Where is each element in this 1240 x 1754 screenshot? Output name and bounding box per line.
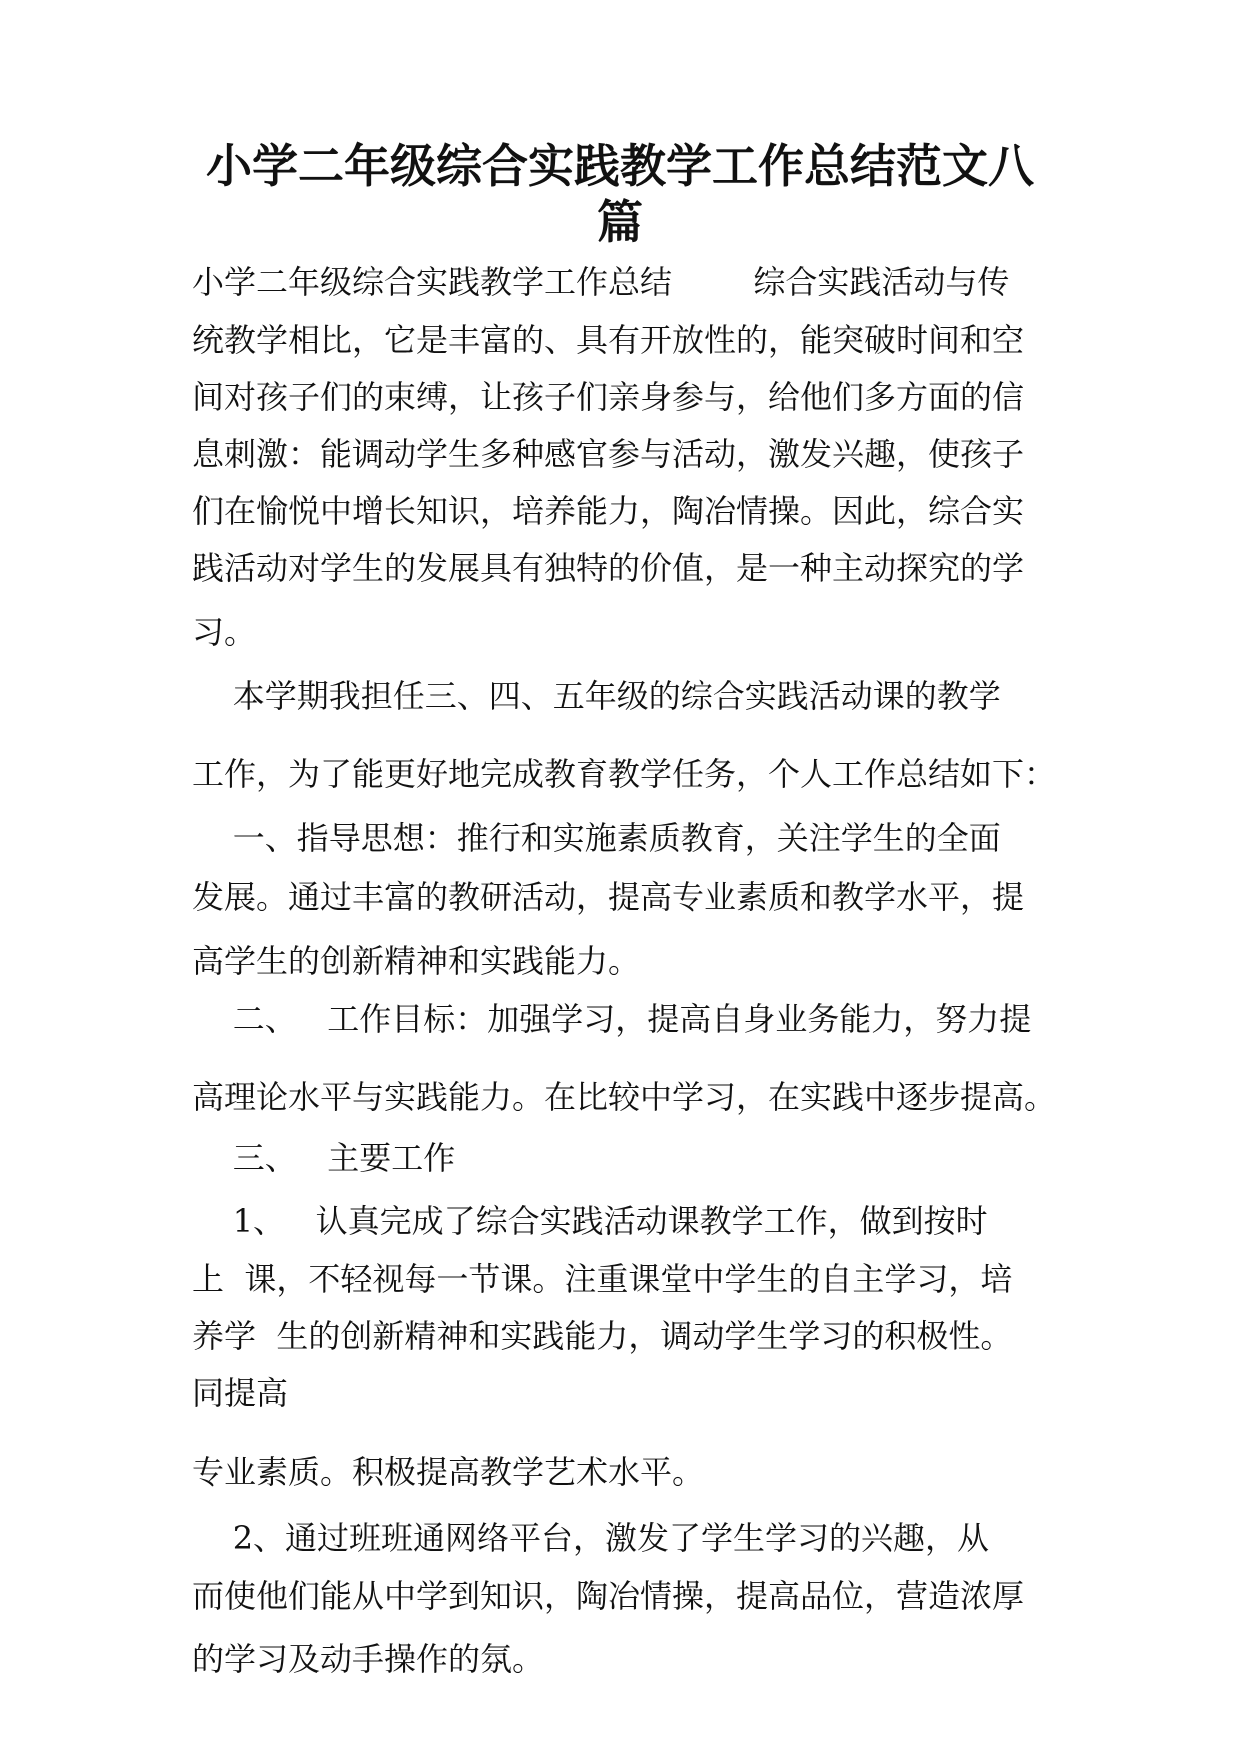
body-line: 而使他们能从中学到知识，陶冶情操，提高品位，营造浓厚 (192, 1577, 1025, 1615)
body-line: 小学二年级综合实践教学工作总结 综合实践活动与传 (192, 263, 1010, 301)
body-line: 1、 认真完成了综合实践活动课教学工作，做到按时 (192, 1202, 988, 1240)
body-line: 本学期我担任三、四、五年级的综合实践活动课的教学 (192, 677, 1001, 715)
body-line: 息刺激：能调动学生多种感官参与活动，激发兴趣，使孩子 (192, 435, 1025, 473)
body-line: 工作，为了能更好地完成教育教学任务，个人工作总结如下： (192, 755, 1057, 793)
body-line: 的学习及动手操作的氛。 (192, 1640, 545, 1678)
body-line: 三、 主要工作 (192, 1139, 456, 1177)
body-line: 们在愉悦中增长知识，培养能力，陶冶情操。因此，综合实 (192, 492, 1025, 530)
body-line: 一、指导思想：推行和实施素质教育，关注学生的全面 (192, 819, 1001, 857)
body-line: 养学 生的创新精神和实践能力，调动学生学习的积极性。 (192, 1317, 1013, 1355)
body-line: 间对孩子们的束缚，让孩子们亲身参与，给他们多方面的信 (192, 378, 1025, 416)
body-line: 践活动对学生的发展具有独特的价值，是一种主动探究的学 (192, 549, 1025, 587)
body-line: 上 课，不轻视每一节课。注重课堂中学生的自主学习，培 (192, 1260, 1013, 1298)
body-line: 同提高 (192, 1374, 289, 1412)
body-line: 高学生的创新精神和实践能力。 (192, 942, 641, 980)
body-line: 发展。通过丰富的教研活动，提高专业素质和教学水平，提 (192, 878, 1025, 916)
body-line: 统教学相比，它是丰富的、具有开放性的，能突破时间和空 (192, 321, 1025, 359)
body-line: 二、 工作目标：加强学习，提高自身业务能力，努力提 (192, 1000, 1032, 1038)
document-title-line-2: 篇 (597, 195, 643, 249)
document-title-line-1: 小学二年级综合实践教学工作总结范文八 (206, 139, 1034, 193)
body-line: 专业素质。积极提高教学艺术水平。 (192, 1453, 705, 1491)
body-line: 高理论水平与实践能力。在比较中学习，在实践中逐步提高。 (192, 1078, 1057, 1116)
body-line: 习。 (192, 613, 257, 651)
body-line: 2、通过班班通网络平台，激发了学生学习的兴趣，从 (192, 1519, 990, 1557)
